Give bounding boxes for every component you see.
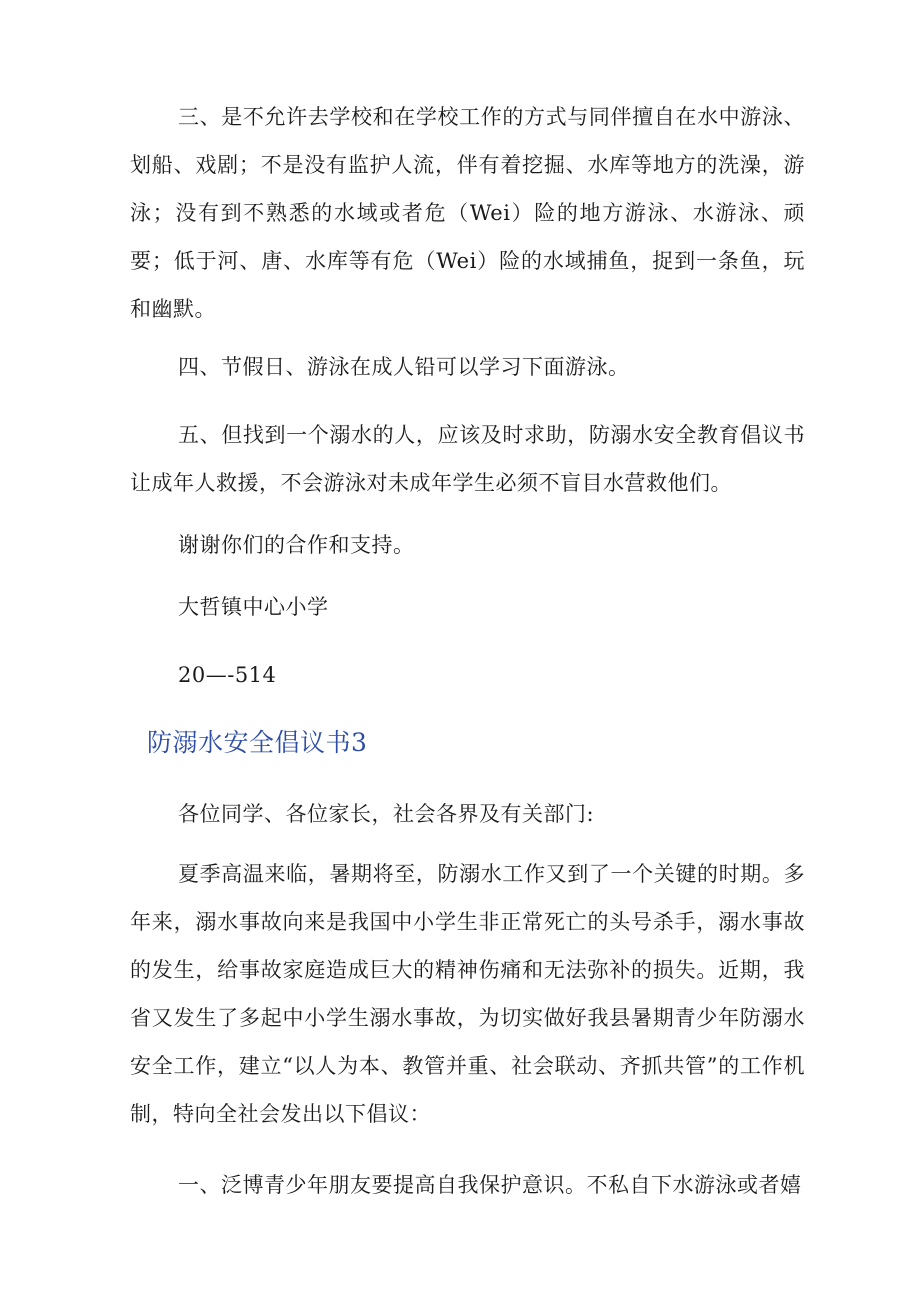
paragraph-item-three: 三、是不允许去学校和在学校工作的方式与同伴擅自在水中游泳、划船、戏剧；不是没有监护人流，伴有着挖掘、水库等地方的洗澡，游泳；没有到不熟悉的水域或者危（Wei）险的地方游泳、水游泳、顽要；低于河、唐、水库等有危（Wei）险的水域捕鱼，捉到一条鱼，玩和幽默。 [130,105,805,321]
paragraph-item-four: 四、节假日、游泳在成人铅可以学习下面游泳。 [178,355,630,379]
salutation-line: 各位同学、各位家长，社会各界及有关部门: [178,802,595,826]
date-line: 20—-514 [178,663,277,687]
signature-line: 大哲镇中心小学 [178,595,329,619]
paragraph-item-one: 一、泛博青少年朋友要提高自我保护意识。不私自下水游泳或者嬉 [178,1173,802,1197]
paragraph-intro: 夏季高温来临，暑期将至，防溺水工作又到了一个关键的时期。多年来，溺水事故向来是我国中小学生非正常死亡的头号杀手，溺水事故的发生，给事故家庭造成巨大的精神伤痛和无法弥补的损失。近期，我省又发生了多起中小学生溺水事故，为切实做好我县暑期青少年防溺水安全工作，建立“以人为本、教管并重、社会联动、齐抓共管”的工作机制，特向全社会发出以下倡议： [130,862,805,1126]
section-title: 防溺水安全倡议书3 [147,728,368,757]
thanks-line: 谢谢你们的合作和支持。 [178,533,415,557]
paragraph-item-five: 五、但找到一个溺水的人，应该及时求助，防溺水安全教育倡议书让成年人救援，不会游泳对未成年学生必须不盲目水营救他们。 [130,423,805,495]
